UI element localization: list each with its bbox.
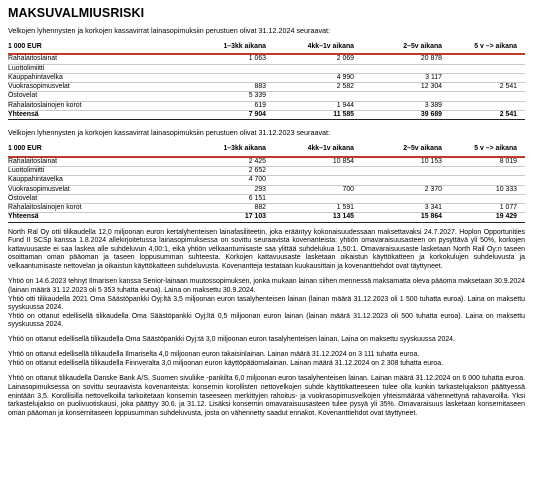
row-label: Rahalaitoslainojen korot (8, 101, 186, 110)
row-label: Luottolimiitti (8, 166, 186, 175)
column-header: 5 v –> aikana (450, 143, 525, 156)
paragraph-finnvera: Yhtiö on ottanut edellisellä tilikaudella Finnveralta 3,0 miljoonan euron käyttöpääomalainan. Lainan määrä 31.12.2024 on 2 308 tuhatta euroa. (8, 359, 444, 367)
table-cell: 883 (186, 83, 274, 92)
row-label: Luottolimiitti (8, 64, 186, 73)
notes-text (8, 229, 525, 418)
table-cell: 2 370 (362, 185, 450, 194)
table-cell: 1 077 (450, 204, 525, 213)
table-cell: 2 541 (450, 83, 525, 92)
row-label: Vuokrasopimusvelat (8, 83, 186, 92)
table-cell (450, 176, 525, 185)
column-header: 5 v –> aikana (450, 41, 525, 54)
column-header: 2–5v aikana (362, 41, 450, 54)
table-row (8, 204, 525, 213)
column-header: 4kk–1v aikana (274, 41, 362, 54)
table-cell: 2 069 (274, 54, 362, 64)
total-cell: 15 864 (362, 213, 450, 222)
table-cell (274, 176, 362, 185)
table-cell: 1 063 (186, 54, 274, 64)
row-label: Vuokrasopimusvelat (8, 185, 186, 194)
table-body (8, 157, 525, 223)
table-cell (362, 176, 450, 185)
table-cell: 6 151 (186, 194, 274, 203)
row-label: Ostovelat (8, 194, 186, 203)
row-label: Ostovelat (8, 92, 186, 101)
cashflow-table-2024 (8, 41, 525, 120)
table-row (8, 64, 525, 73)
total-row (8, 213, 525, 222)
row-label: Rahalaitoslainat (8, 54, 186, 64)
total-cell: 11 585 (274, 111, 362, 120)
intro-2023: Velkojen lyhennysten ja korkojen kassavirrat lainasopimuksiin perustuen olivat 31.12.2023 seuraavat: (8, 128, 331, 138)
table-cell (186, 64, 274, 73)
column-header: 4kk–1v aikana (274, 143, 362, 156)
table-cell: 3 117 (362, 73, 450, 82)
table-cell: 3 389 (362, 101, 450, 110)
table-row (8, 101, 525, 110)
paragraph-ilmarinen-senior: Yhtiö on 14.6.2023 tehnyt Ilmarisen kanssa Senior-lainaan muutossopimuksen, jonka mukaan lainan siihen mennessä maksamatta oleva pääoma maksetaan 30.9.2024 (lainan määrä 31.12.2023 oli 5 353 tuhatta euroa). Laina on maksettu 30.9.2024. (8, 278, 525, 295)
table-cell: 4 700 (186, 176, 274, 185)
intro-2024: Velkojen lyhennysten ja korkojen kassavirrat lainasopimuksiin perustuen olivat 31.12.2024 seuraavat: (8, 26, 331, 35)
total-row (8, 111, 525, 120)
table-row (8, 92, 525, 101)
column-header: 1–3kk aikana (186, 41, 274, 54)
table-cell (362, 64, 450, 73)
paragraph-oma-0-5m: Yhtiö on ottanut edellisellä tilikaudella Oma Säästöpankki Oyj:ltä 0,5 miljoonan euron lainan (lainan määrä 31.12.2023 oli 500 tuhatta euroa). Laina on maksettu syyskuussa 2024. (8, 312, 525, 329)
table-cell: 5 339 (186, 92, 274, 101)
table-cell (274, 64, 362, 73)
table-cell (450, 64, 525, 73)
table-cell: 1 944 (274, 101, 362, 110)
total-cell: 39 689 (362, 111, 450, 120)
table-cell (274, 166, 362, 175)
table-cell (450, 92, 525, 101)
table-cell: 20 878 (362, 54, 450, 64)
paragraph-oma-3-0m: Yhtiö on ottanut edellisellä tilikaudella Oma Säästöpankki Oyj:tä 3,0 miljoonan euron tasalyhenteisen lainan. Laina on maksettu syyskuussa 2024. (8, 335, 455, 343)
row-label: Rahalaitoslainojen korot (8, 204, 186, 213)
section-title: MAKSUVALMIUSRISKI (8, 6, 145, 20)
table-cell (450, 54, 525, 64)
total-cell: 7 904 (186, 111, 274, 120)
table-cell: 4 990 (274, 73, 362, 82)
column-header: 1 000 EUR (8, 143, 186, 156)
paragraph-danske-bank: Yhtiö on ottanut tilikaudella Danske Bank A/S, Suomen sivuliike -pankilta 6,0 miljoonan euron tasalyhenteisen lainan. Lainan määrä 31.12.2024 on 6 000 tuhatta euroa. Lainasopimuksessa on sovittu seuraavista kovenanteista: konsernin korollisten nettovelkojen suhde käyttökatteeseen tulee olla kunkin tarkastelujakson päättyessä enintään 3,5. Korollisilla nettovelkoilla tarkoitetaan konsernin taseeseen merkittyjen rahoitus- ja vuokrasopimusvelkojen yhteismäärää vähennettynä rahavaroilla. Yksi tarkastelujakso on puolivuotiskausi, joka päättyy 30.6. ja 31.12. Lisäksi konsernin omavaraisuusasteen tulee pysyä yli 35%. Omavaraisuus lasketaan konsernitaseen oman pääoman ja konsernitaseen loppusumman suhdeluvusta, josta on vähennetty saadut ennakot. Kovenanttiehdot ovat täyttyneet. (8, 375, 525, 417)
table-cell: 8 019 (450, 157, 525, 167)
column-header: 1–3kk aikana (186, 143, 274, 156)
row-label: Kauppahintavelka (8, 73, 186, 82)
table-cell: 3 341 (362, 204, 450, 213)
total-cell: 13 145 (274, 213, 362, 222)
table-cell (274, 92, 362, 101)
table-row (8, 83, 525, 92)
table-cell: 10 854 (274, 157, 362, 167)
table-cell (450, 194, 525, 203)
paragraph-north-rail-loan: North Ral Oy otti tilikaudella 12,0 miljoonan euron kertalyhenteisen lainafasiliteetin, joka erääntyy kokonaisuudessaan maksettavaksi 24.7.2027. Hoplon Opportunities Fund II SCSp kanssa 1.8.2024 allekirjoitetussa lainasopimuksessa on sovittu seuraavista kovenanteista: yhtiön omavaraisuusasteen on pysyttävä yli 50%, korkojen kattavuusaste ei saa laskea alle suhdeluvun 4,00:1, eikä yhtiön velkaantumisaste saa ylittää suhdelukua 1,50:1. Omavaraisuusaste lasketaan North Rail Oy:n taseen osoittaman oman pääoman ja taseen loppusumman suhteesta. Korkojen kattavuusaste lasketaan oikaistun käyttökatteen ja korkokulujen suhdeluvusta ja velkaantumisaste nettovelan ja oikaistun käyttökatteen suhdeluvusta. Kovenantteja testataan kuukausittain ja kovenanttiehdot ovat täyttyneet. (8, 228, 525, 270)
table-cell: 2 582 (274, 83, 362, 92)
table-cell (186, 73, 274, 82)
table-cell: 619 (186, 101, 274, 110)
table-row (8, 157, 525, 167)
paragraph-ilmarinen-4-0m: Yhtiö on ottanut edellisellä tilikaudella Ilmariselta 4,0 miljoonan euron takaisinlainan. Lainan määrä 31.12.2024 on 3 111 tuhatta euroa. (8, 351, 420, 359)
column-header: 1 000 EUR (8, 41, 186, 54)
total-label: Yhteensä (8, 213, 186, 222)
total-cell: 2 541 (450, 111, 525, 120)
table-body (8, 54, 525, 120)
table-row (8, 54, 525, 64)
table-cell: 293 (186, 185, 274, 194)
table-cell: 12 304 (362, 83, 450, 92)
table-row (8, 194, 525, 203)
table-cell: 2 425 (186, 157, 274, 167)
table-row (8, 166, 525, 175)
cashflow-table-2023 (8, 143, 525, 222)
table-cell (450, 166, 525, 175)
table-cell (362, 92, 450, 101)
table-cell: 700 (274, 185, 362, 194)
table-header-row (8, 143, 525, 156)
table-cell (450, 73, 525, 82)
column-header: 2–5v aikana (362, 143, 450, 156)
table-row (8, 73, 525, 82)
total-cell: 17 103 (186, 213, 274, 222)
table-header-row (8, 41, 525, 54)
table-cell: 2 652 (186, 166, 274, 175)
paragraph-oma-3-5m: Yhtiö otti tilikaudella 2021 Oma Säästöpankki Oyj:ltä 3,5 miljoonan euron tasalyhenteisen lainan (lainan määrä 31.12.2023 oli 1 500 tuhatta euroa). Laina on maksettu syyskuussa 2024. (8, 295, 525, 312)
table-cell (362, 166, 450, 175)
table-row (8, 185, 525, 194)
table-cell (362, 194, 450, 203)
row-label: Kauppahintavelka (8, 176, 186, 185)
table-cell: 10 333 (450, 185, 525, 194)
total-cell: 19 429 (450, 213, 525, 222)
table-cell: 882 (186, 204, 274, 213)
row-label: Rahalaitoslainat (8, 157, 186, 167)
table-cell: 1 591 (274, 204, 362, 213)
table-row (8, 176, 525, 185)
table-cell: 10 153 (362, 157, 450, 167)
table-cell (274, 194, 362, 203)
total-label: Yhteensä (8, 111, 186, 120)
table-cell (450, 101, 525, 110)
